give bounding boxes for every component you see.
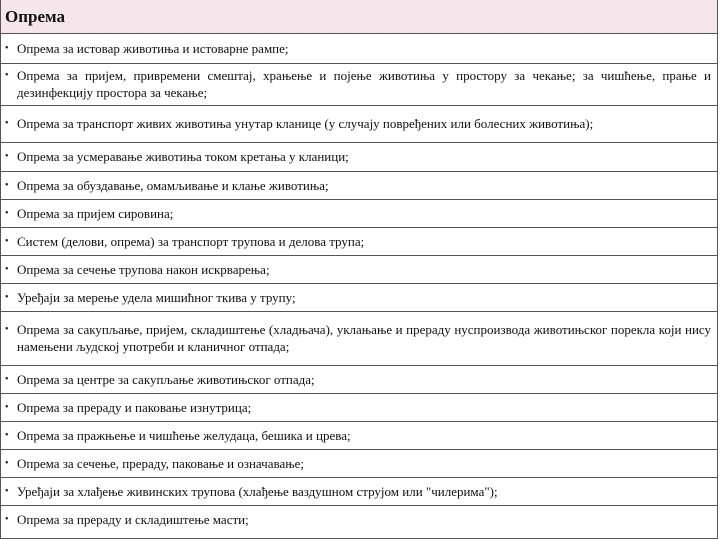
list-item — [1, 283, 717, 311]
equipment-list — [1, 34, 717, 533]
list-item-text: Уређаји за мерење удела мишићног ткива у трупу; — [17, 289, 296, 305]
list-item-text: Систем (делови, опрема) за транспорт трупова и делова трупа; — [17, 233, 365, 249]
list-item-text: Уређаји за хлађење живинских трупова (хлађење ваздушном струјом или "чилерима"); — [17, 483, 498, 499]
list-item — [1, 63, 717, 105]
list-item — [1, 227, 717, 255]
list-item-text: Опрема за сечење трупова након искрварења; — [17, 261, 270, 277]
section-title — [1, 0, 717, 34]
list-item-text: Опрема за сакупљање, пријем, складиштење (хладњача), уклањање и прераду нуспроизвода животињског порекла који нису намењени људској употреби и кланичног отпада; — [17, 322, 711, 354]
bullet-icon: • — [5, 291, 9, 303]
list-item-text: Опрема за транспорт живих животиња унутар кланице (у случају повређених или болесних животиња); — [17, 116, 594, 131]
list-item — [1, 393, 717, 421]
list-item-text: Опрема за центре за сакупљање животињског отпада; — [17, 371, 315, 387]
list-item — [1, 449, 717, 477]
list-item-text: Опрема за истовар животиња и истоварне рампе; — [17, 40, 289, 56]
bullet-icon: • — [5, 151, 9, 162]
list-item-text: Опрема за прераду и паковање изнутрица; — [17, 399, 252, 415]
bullet-icon: • — [5, 179, 9, 191]
list-item-text: Опрема за обуздавање, омамљивање и клање животиња; — [17, 177, 329, 193]
bullet-icon: • — [5, 324, 9, 335]
bullet-icon: • — [5, 207, 9, 219]
list-item — [1, 199, 717, 227]
list-item-text: Опрема за пријем, привремени смештај, храњење и појење животиња у простору за чекање; за чишћење, прање и дезинфекцију простора за чекање; — [17, 68, 711, 100]
bullet-icon: • — [5, 429, 9, 441]
bullet-icon: • — [5, 263, 9, 275]
bullet-icon: • — [5, 42, 9, 54]
bullet-icon: • — [5, 235, 9, 247]
list-item — [1, 477, 717, 505]
list-item — [1, 421, 717, 449]
list-item — [1, 311, 717, 365]
bullet-icon: • — [5, 118, 9, 129]
bullet-icon: • — [5, 401, 9, 413]
bullet-icon: • — [5, 513, 9, 525]
bullet-icon: • — [5, 373, 9, 385]
section-title-text: Опрема — [5, 6, 65, 26]
list-item — [1, 105, 717, 142]
bullet-icon: • — [5, 457, 9, 469]
list-item — [1, 365, 717, 393]
bullet-icon: • — [5, 485, 9, 497]
list-item — [1, 505, 717, 533]
list-item-text: Опрема за сечење, прераду, паковање и означавање; — [17, 455, 305, 471]
list-item — [1, 142, 717, 171]
list-item — [1, 255, 717, 283]
list-item-text: Опрема за пражњење и чишћење желудаца, бешика и црева; — [17, 427, 351, 443]
list-item — [1, 171, 717, 199]
list-item — [1, 34, 717, 63]
bullet-icon: • — [5, 70, 9, 81]
list-item-text: Опрема за прераду и складиштење масти; — [17, 511, 249, 527]
list-item-text: Опрема за пријем сировина; — [17, 205, 174, 221]
list-item-text: Опрема за усмеравање животиња током кретања у кланици; — [17, 149, 349, 164]
